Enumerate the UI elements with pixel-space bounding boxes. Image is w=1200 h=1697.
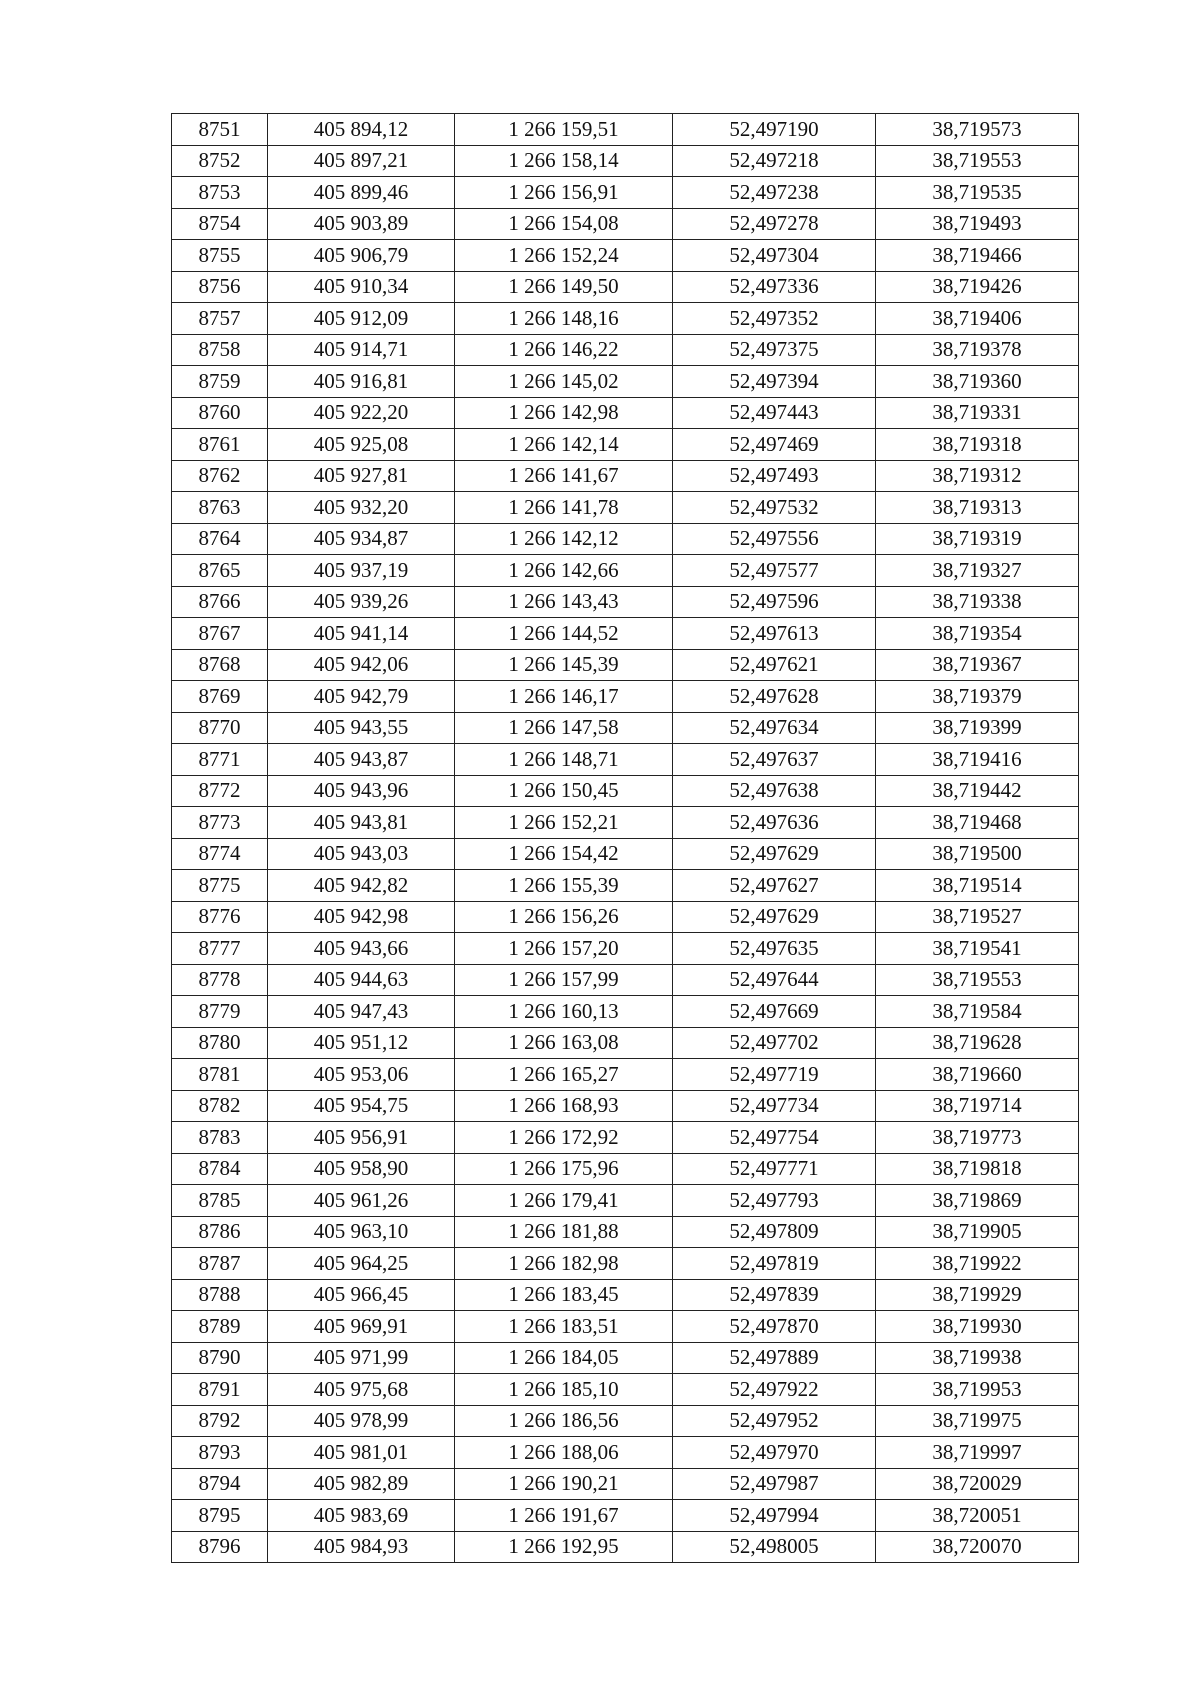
x-coordinate-cell: 405 922,20: [268, 397, 455, 429]
point-number-cell: 8771: [172, 744, 268, 776]
x-coordinate-cell: 405 975,68: [268, 1374, 455, 1406]
table-row: [172, 1122, 1079, 1154]
x-coordinate-cell: 405 943,87: [268, 744, 455, 776]
y-coordinate-cell: 1 266 141,67: [455, 460, 673, 492]
point-number-cell: 8758: [172, 334, 268, 366]
x-coordinate-cell: 405 942,06: [268, 649, 455, 681]
point-number-cell: 8765: [172, 555, 268, 587]
table-row: [172, 838, 1079, 870]
table-row: [172, 681, 1079, 713]
y-coordinate-cell: 1 266 152,24: [455, 240, 673, 272]
latitude-cell: 52,497638: [673, 775, 876, 807]
point-number-cell: 8754: [172, 208, 268, 240]
x-coordinate-cell: 405 971,99: [268, 1342, 455, 1374]
latitude-cell: 52,497669: [673, 996, 876, 1028]
latitude-cell: 52,497644: [673, 964, 876, 996]
point-number-cell: 8788: [172, 1279, 268, 1311]
table-row: [172, 460, 1079, 492]
table-row: [172, 807, 1079, 839]
latitude-cell: 52,498005: [673, 1531, 876, 1563]
y-coordinate-cell: 1 266 150,45: [455, 775, 673, 807]
y-coordinate-cell: 1 266 186,56: [455, 1405, 673, 1437]
x-coordinate-cell: 405 943,55: [268, 712, 455, 744]
table-row: [172, 429, 1079, 461]
table-row: [172, 1279, 1079, 1311]
y-coordinate-cell: 1 266 142,66: [455, 555, 673, 587]
longitude-cell: 38,719406: [876, 303, 1079, 335]
table-row: [172, 870, 1079, 902]
table-row: [172, 271, 1079, 303]
y-coordinate-cell: 1 266 141,78: [455, 492, 673, 524]
point-number-cell: 8786: [172, 1216, 268, 1248]
table-row: [172, 208, 1079, 240]
table-row: [172, 366, 1079, 398]
point-number-cell: 8777: [172, 933, 268, 965]
y-coordinate-cell: 1 266 156,91: [455, 177, 673, 209]
longitude-cell: 38,719869: [876, 1185, 1079, 1217]
x-coordinate-cell: 405 927,81: [268, 460, 455, 492]
longitude-cell: 38,719319: [876, 523, 1079, 555]
longitude-cell: 38,719930: [876, 1311, 1079, 1343]
y-coordinate-cell: 1 266 155,39: [455, 870, 673, 902]
latitude-cell: 52,497970: [673, 1437, 876, 1469]
latitude-cell: 52,497889: [673, 1342, 876, 1374]
y-coordinate-cell: 1 266 146,22: [455, 334, 673, 366]
point-number-cell: 8796: [172, 1531, 268, 1563]
table-row: [172, 1153, 1079, 1185]
latitude-cell: 52,497629: [673, 838, 876, 870]
point-number-cell: 8791: [172, 1374, 268, 1406]
longitude-cell: 38,719514: [876, 870, 1079, 902]
y-coordinate-cell: 1 266 192,95: [455, 1531, 673, 1563]
x-coordinate-cell: 405 937,19: [268, 555, 455, 587]
latitude-cell: 52,497793: [673, 1185, 876, 1217]
y-coordinate-cell: 1 266 143,43: [455, 586, 673, 618]
table-row: [172, 177, 1079, 209]
longitude-cell: 38,719535: [876, 177, 1079, 209]
longitude-cell: 38,719527: [876, 901, 1079, 933]
longitude-cell: 38,719905: [876, 1216, 1079, 1248]
x-coordinate-cell: 405 958,90: [268, 1153, 455, 1185]
latitude-cell: 52,497218: [673, 145, 876, 177]
longitude-cell: 38,719313: [876, 492, 1079, 524]
latitude-cell: 52,497469: [673, 429, 876, 461]
point-number-cell: 8781: [172, 1059, 268, 1091]
latitude-cell: 52,497532: [673, 492, 876, 524]
longitude-cell: 38,719442: [876, 775, 1079, 807]
y-coordinate-cell: 1 266 190,21: [455, 1468, 673, 1500]
latitude-cell: 52,497628: [673, 681, 876, 713]
table-row: [172, 1405, 1079, 1437]
latitude-cell: 52,497719: [673, 1059, 876, 1091]
table-row: [172, 775, 1079, 807]
x-coordinate-cell: 405 899,46: [268, 177, 455, 209]
y-coordinate-cell: 1 266 148,16: [455, 303, 673, 335]
y-coordinate-cell: 1 266 152,21: [455, 807, 673, 839]
x-coordinate-cell: 405 963,10: [268, 1216, 455, 1248]
y-coordinate-cell: 1 266 188,06: [455, 1437, 673, 1469]
latitude-cell: 52,497352: [673, 303, 876, 335]
longitude-cell: 38,719378: [876, 334, 1079, 366]
longitude-cell: 38,719360: [876, 366, 1079, 398]
y-coordinate-cell: 1 266 183,45: [455, 1279, 673, 1311]
longitude-cell: 38,719426: [876, 271, 1079, 303]
latitude-cell: 52,497637: [673, 744, 876, 776]
x-coordinate-cell: 405 925,08: [268, 429, 455, 461]
coordinates-table-body: [172, 114, 1079, 1563]
latitude-cell: 52,497577: [673, 555, 876, 587]
x-coordinate-cell: 405 961,26: [268, 1185, 455, 1217]
latitude-cell: 52,497952: [673, 1405, 876, 1437]
y-coordinate-cell: 1 266 148,71: [455, 744, 673, 776]
x-coordinate-cell: 405 951,12: [268, 1027, 455, 1059]
y-coordinate-cell: 1 266 142,14: [455, 429, 673, 461]
point-number-cell: 8782: [172, 1090, 268, 1122]
table-row: [172, 1027, 1079, 1059]
point-number-cell: 8764: [172, 523, 268, 555]
latitude-cell: 52,497190: [673, 114, 876, 146]
latitude-cell: 52,497304: [673, 240, 876, 272]
longitude-cell: 38,719553: [876, 145, 1079, 177]
table-row: [172, 303, 1079, 335]
latitude-cell: 52,497556: [673, 523, 876, 555]
table-row: [172, 901, 1079, 933]
table-row: [172, 964, 1079, 996]
y-coordinate-cell: 1 266 165,27: [455, 1059, 673, 1091]
longitude-cell: 38,719327: [876, 555, 1079, 587]
longitude-cell: 38,719997: [876, 1437, 1079, 1469]
x-coordinate-cell: 405 953,06: [268, 1059, 455, 1091]
x-coordinate-cell: 405 947,43: [268, 996, 455, 1028]
y-coordinate-cell: 1 266 179,41: [455, 1185, 673, 1217]
x-coordinate-cell: 405 982,89: [268, 1468, 455, 1500]
latitude-cell: 52,497922: [673, 1374, 876, 1406]
x-coordinate-cell: 405 956,91: [268, 1122, 455, 1154]
table-row: [172, 523, 1079, 555]
table-row: [172, 1185, 1079, 1217]
longitude-cell: 38,719367: [876, 649, 1079, 681]
point-number-cell: 8763: [172, 492, 268, 524]
point-number-cell: 8780: [172, 1027, 268, 1059]
y-coordinate-cell: 1 266 145,39: [455, 649, 673, 681]
y-coordinate-cell: 1 266 184,05: [455, 1342, 673, 1374]
longitude-cell: 38,719466: [876, 240, 1079, 272]
longitude-cell: 38,719312: [876, 460, 1079, 492]
y-coordinate-cell: 1 266 157,99: [455, 964, 673, 996]
point-number-cell: 8762: [172, 460, 268, 492]
longitude-cell: 38,719628: [876, 1027, 1079, 1059]
coordinates-table: [171, 113, 1079, 1563]
point-number-cell: 8789: [172, 1311, 268, 1343]
x-coordinate-cell: 405 943,96: [268, 775, 455, 807]
y-coordinate-cell: 1 266 142,12: [455, 523, 673, 555]
x-coordinate-cell: 405 943,03: [268, 838, 455, 870]
y-coordinate-cell: 1 266 175,96: [455, 1153, 673, 1185]
point-number-cell: 8778: [172, 964, 268, 996]
table-row: [172, 649, 1079, 681]
y-coordinate-cell: 1 266 160,13: [455, 996, 673, 1028]
table-row: [172, 712, 1079, 744]
x-coordinate-cell: 405 910,34: [268, 271, 455, 303]
longitude-cell: 38,719573: [876, 114, 1079, 146]
y-coordinate-cell: 1 266 185,10: [455, 1374, 673, 1406]
y-coordinate-cell: 1 266 191,67: [455, 1500, 673, 1532]
point-number-cell: 8787: [172, 1248, 268, 1280]
y-coordinate-cell: 1 266 158,14: [455, 145, 673, 177]
point-number-cell: 8770: [172, 712, 268, 744]
table-row: [172, 334, 1079, 366]
latitude-cell: 52,497870: [673, 1311, 876, 1343]
longitude-cell: 38,719584: [876, 996, 1079, 1028]
table-row: [172, 1374, 1079, 1406]
y-coordinate-cell: 1 266 168,93: [455, 1090, 673, 1122]
x-coordinate-cell: 405 954,75: [268, 1090, 455, 1122]
y-coordinate-cell: 1 266 157,20: [455, 933, 673, 965]
longitude-cell: 38,719929: [876, 1279, 1079, 1311]
table-row: [172, 618, 1079, 650]
point-number-cell: 8752: [172, 145, 268, 177]
latitude-cell: 52,497702: [673, 1027, 876, 1059]
x-coordinate-cell: 405 906,79: [268, 240, 455, 272]
point-number-cell: 8773: [172, 807, 268, 839]
table-row: [172, 1059, 1079, 1091]
longitude-cell: 38,719975: [876, 1405, 1079, 1437]
point-number-cell: 8793: [172, 1437, 268, 1469]
x-coordinate-cell: 405 969,91: [268, 1311, 455, 1343]
point-number-cell: 8775: [172, 870, 268, 902]
y-coordinate-cell: 1 266 182,98: [455, 1248, 673, 1280]
table-row: [172, 145, 1079, 177]
latitude-cell: 52,497636: [673, 807, 876, 839]
latitude-cell: 52,497635: [673, 933, 876, 965]
longitude-cell: 38,719354: [876, 618, 1079, 650]
latitude-cell: 52,497634: [673, 712, 876, 744]
table-row: [172, 555, 1079, 587]
point-number-cell: 8785: [172, 1185, 268, 1217]
point-number-cell: 8756: [172, 271, 268, 303]
longitude-cell: 38,719338: [876, 586, 1079, 618]
latitude-cell: 52,497627: [673, 870, 876, 902]
point-number-cell: 8794: [172, 1468, 268, 1500]
point-number-cell: 8761: [172, 429, 268, 461]
point-number-cell: 8795: [172, 1500, 268, 1532]
x-coordinate-cell: 405 944,63: [268, 964, 455, 996]
x-coordinate-cell: 405 983,69: [268, 1500, 455, 1532]
point-number-cell: 8790: [172, 1342, 268, 1374]
point-number-cell: 8779: [172, 996, 268, 1028]
longitude-cell: 38,719953: [876, 1374, 1079, 1406]
y-coordinate-cell: 1 266 159,51: [455, 114, 673, 146]
y-coordinate-cell: 1 266 163,08: [455, 1027, 673, 1059]
longitude-cell: 38,719714: [876, 1090, 1079, 1122]
x-coordinate-cell: 405 916,81: [268, 366, 455, 398]
y-coordinate-cell: 1 266 172,92: [455, 1122, 673, 1154]
point-number-cell: 8751: [172, 114, 268, 146]
y-coordinate-cell: 1 266 145,02: [455, 366, 673, 398]
longitude-cell: 38,719468: [876, 807, 1079, 839]
point-number-cell: 8767: [172, 618, 268, 650]
latitude-cell: 52,497443: [673, 397, 876, 429]
y-coordinate-cell: 1 266 147,58: [455, 712, 673, 744]
latitude-cell: 52,497336: [673, 271, 876, 303]
point-number-cell: 8784: [172, 1153, 268, 1185]
longitude-cell: 38,719331: [876, 397, 1079, 429]
x-coordinate-cell: 405 914,71: [268, 334, 455, 366]
table-row: [172, 1468, 1079, 1500]
point-number-cell: 8753: [172, 177, 268, 209]
point-number-cell: 8768: [172, 649, 268, 681]
point-number-cell: 8769: [172, 681, 268, 713]
latitude-cell: 52,497596: [673, 586, 876, 618]
x-coordinate-cell: 405 897,21: [268, 145, 455, 177]
latitude-cell: 52,497771: [673, 1153, 876, 1185]
x-coordinate-cell: 405 943,81: [268, 807, 455, 839]
point-number-cell: 8774: [172, 838, 268, 870]
longitude-cell: 38,720070: [876, 1531, 1079, 1563]
y-coordinate-cell: 1 266 154,08: [455, 208, 673, 240]
latitude-cell: 52,497734: [673, 1090, 876, 1122]
longitude-cell: 38,720051: [876, 1500, 1079, 1532]
y-coordinate-cell: 1 266 146,17: [455, 681, 673, 713]
table-row: [172, 933, 1079, 965]
x-coordinate-cell: 405 939,26: [268, 586, 455, 618]
point-number-cell: 8776: [172, 901, 268, 933]
y-coordinate-cell: 1 266 144,52: [455, 618, 673, 650]
x-coordinate-cell: 405 932,20: [268, 492, 455, 524]
table-row: [172, 1437, 1079, 1469]
table-row: [172, 240, 1079, 272]
latitude-cell: 52,497621: [673, 649, 876, 681]
latitude-cell: 52,497278: [673, 208, 876, 240]
table-row: [172, 1216, 1079, 1248]
latitude-cell: 52,497493: [673, 460, 876, 492]
longitude-cell: 38,719500: [876, 838, 1079, 870]
latitude-cell: 52,497394: [673, 366, 876, 398]
y-coordinate-cell: 1 266 181,88: [455, 1216, 673, 1248]
x-coordinate-cell: 405 984,93: [268, 1531, 455, 1563]
table-row: [172, 492, 1079, 524]
x-coordinate-cell: 405 981,01: [268, 1437, 455, 1469]
table-row: [172, 1500, 1079, 1532]
point-number-cell: 8755: [172, 240, 268, 272]
latitude-cell: 52,497994: [673, 1500, 876, 1532]
point-number-cell: 8759: [172, 366, 268, 398]
latitude-cell: 52,497819: [673, 1248, 876, 1280]
latitude-cell: 52,497613: [673, 618, 876, 650]
point-number-cell: 8757: [172, 303, 268, 335]
longitude-cell: 38,719818: [876, 1153, 1079, 1185]
x-coordinate-cell: 405 942,82: [268, 870, 455, 902]
point-number-cell: 8766: [172, 586, 268, 618]
y-coordinate-cell: 1 266 149,50: [455, 271, 673, 303]
table-row: [172, 397, 1079, 429]
longitude-cell: 38,720029: [876, 1468, 1079, 1500]
longitude-cell: 38,719379: [876, 681, 1079, 713]
longitude-cell: 38,719493: [876, 208, 1079, 240]
y-coordinate-cell: 1 266 156,26: [455, 901, 673, 933]
longitude-cell: 38,719541: [876, 933, 1079, 965]
longitude-cell: 38,719660: [876, 1059, 1079, 1091]
latitude-cell: 52,497809: [673, 1216, 876, 1248]
point-number-cell: 8772: [172, 775, 268, 807]
longitude-cell: 38,719922: [876, 1248, 1079, 1280]
point-number-cell: 8792: [172, 1405, 268, 1437]
longitude-cell: 38,719416: [876, 744, 1079, 776]
x-coordinate-cell: 405 966,45: [268, 1279, 455, 1311]
table-row: [172, 1531, 1079, 1563]
x-coordinate-cell: 405 942,79: [268, 681, 455, 713]
y-coordinate-cell: 1 266 142,98: [455, 397, 673, 429]
table-row: [172, 1311, 1079, 1343]
x-coordinate-cell: 405 978,99: [268, 1405, 455, 1437]
latitude-cell: 52,497629: [673, 901, 876, 933]
longitude-cell: 38,719553: [876, 964, 1079, 996]
table-row: [172, 744, 1079, 776]
table-row: [172, 1090, 1079, 1122]
latitude-cell: 52,497238: [673, 177, 876, 209]
table-row: [172, 1248, 1079, 1280]
latitude-cell: 52,497754: [673, 1122, 876, 1154]
x-coordinate-cell: 405 941,14: [268, 618, 455, 650]
x-coordinate-cell: 405 912,09: [268, 303, 455, 335]
point-number-cell: 8760: [172, 397, 268, 429]
x-coordinate-cell: 405 894,12: [268, 114, 455, 146]
x-coordinate-cell: 405 942,98: [268, 901, 455, 933]
latitude-cell: 52,497375: [673, 334, 876, 366]
longitude-cell: 38,719318: [876, 429, 1079, 461]
y-coordinate-cell: 1 266 183,51: [455, 1311, 673, 1343]
latitude-cell: 52,497987: [673, 1468, 876, 1500]
point-number-cell: 8783: [172, 1122, 268, 1154]
longitude-cell: 38,719399: [876, 712, 1079, 744]
latitude-cell: 52,497839: [673, 1279, 876, 1311]
x-coordinate-cell: 405 964,25: [268, 1248, 455, 1280]
table-row: [172, 586, 1079, 618]
longitude-cell: 38,719773: [876, 1122, 1079, 1154]
y-coordinate-cell: 1 266 154,42: [455, 838, 673, 870]
x-coordinate-cell: 405 934,87: [268, 523, 455, 555]
x-coordinate-cell: 405 943,66: [268, 933, 455, 965]
x-coordinate-cell: 405 903,89: [268, 208, 455, 240]
table-row: [172, 996, 1079, 1028]
table-row: [172, 114, 1079, 146]
longitude-cell: 38,719938: [876, 1342, 1079, 1374]
table-row: [172, 1342, 1079, 1374]
